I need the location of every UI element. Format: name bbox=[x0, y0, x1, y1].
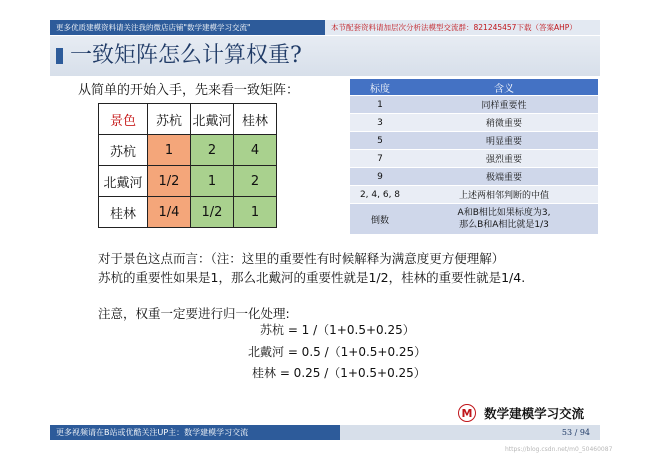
title-marker bbox=[56, 48, 63, 64]
watermark: https://blog.csdn.net/m0_50460087 bbox=[505, 446, 613, 453]
matrix-row bbox=[99, 135, 277, 166]
matrix-cell: 1/2 bbox=[148, 166, 191, 197]
scale-value: 3 bbox=[350, 114, 410, 132]
matrix-col-header: 北戴河 bbox=[191, 104, 234, 135]
matrix-col-header: 桂林 bbox=[234, 104, 277, 135]
scale-header-row bbox=[350, 79, 598, 96]
matrix-cell: 1/2 bbox=[191, 197, 234, 228]
scale-value: 1 bbox=[350, 96, 410, 114]
scale-row bbox=[350, 150, 598, 168]
matrix-row-label: 苏杭 bbox=[99, 135, 148, 166]
scale-meaning: A和B相比如果标度为3, 那么B和A相比就是1/3 bbox=[410, 204, 598, 235]
formula-line: 北戴河 = 0.5 /（1+0.5+0.25） bbox=[248, 345, 427, 359]
note-line: 注意，权重一定要进行归一化处理: bbox=[98, 306, 290, 321]
matrix-row-label: 北戴河 bbox=[99, 166, 148, 197]
intro-text: 从简单的开始入手，先来看一致矩阵： bbox=[78, 83, 300, 98]
footer-left: 更多视频请在B站或优酷关注UP主：数学建模学习交流 bbox=[50, 425, 340, 440]
matrix-cell: 1 bbox=[191, 166, 234, 197]
scale-meaning: 上述两相邻判断的中值 bbox=[410, 186, 598, 204]
page-title: 一致矩阵怎么计算权重? bbox=[70, 43, 302, 68]
scale-value: 9 bbox=[350, 168, 410, 186]
scale-meaning: 稍微重要 bbox=[410, 114, 598, 132]
scale-row bbox=[350, 132, 598, 150]
scale-header-cell: 含义 bbox=[410, 79, 598, 96]
scale-header-cell: 标度 bbox=[350, 79, 410, 96]
matrix-cell: 2 bbox=[234, 166, 277, 197]
scale-row bbox=[350, 96, 598, 114]
top-banner-left: 更多优质建模资料请关注我的微店店铺"数学建模学习交流" bbox=[50, 20, 325, 35]
matrix-cell: 2 bbox=[191, 135, 234, 166]
brand-text: 数学建模学习交流 bbox=[484, 405, 585, 421]
matrix-cell: 1/4 bbox=[148, 197, 191, 228]
brand-logo-block bbox=[458, 402, 584, 422]
matrix-cell: 1 bbox=[148, 135, 191, 166]
m-logo-icon: M bbox=[458, 404, 476, 422]
matrix-cell: 1 bbox=[234, 197, 277, 228]
scale-meaning: 同样重要性 bbox=[410, 96, 598, 114]
scale-meaning: 极端重要 bbox=[410, 168, 598, 186]
scale-row bbox=[350, 186, 598, 204]
scale-meaning: 明显重要 bbox=[410, 132, 598, 150]
scale-row bbox=[350, 114, 598, 132]
page-number: 53 / 94 bbox=[561, 428, 590, 437]
formula-line: 苏杭 = 1 /（1+0.5+0.25） bbox=[260, 323, 415, 337]
footer-right bbox=[340, 425, 600, 440]
matrix-cell: 4 bbox=[234, 135, 277, 166]
matrix-row bbox=[99, 197, 277, 228]
note-line: 苏杭的重要性如果是1，那么北戴河的重要性就是1/2，桂林的重要性就是1/4. bbox=[98, 270, 526, 285]
scale-value: 5 bbox=[350, 132, 410, 150]
scale-meaning: 强烈重要 bbox=[410, 150, 598, 168]
matrix-row-label: 桂林 bbox=[99, 197, 148, 228]
matrix-corner: 景色 bbox=[99, 104, 148, 135]
scale-table bbox=[350, 79, 598, 235]
consistency-matrix bbox=[98, 103, 277, 228]
scale-value: 2, 4, 6, 8 bbox=[350, 186, 410, 204]
matrix-col-header: 苏杭 bbox=[148, 104, 191, 135]
scale-value: 倒数 bbox=[350, 204, 410, 235]
scale-row bbox=[350, 168, 598, 186]
scale-row bbox=[350, 204, 598, 235]
scale-value: 7 bbox=[350, 150, 410, 168]
top-banner-right: 本节配套资料请加层次分析法模型交流群：821245457下载（答案AHP） bbox=[325, 20, 600, 35]
top-banner bbox=[0, 20, 650, 35]
note-line: 对于景色这点而言：（注：这里的重要性有时候解释为满意度更方便理解） bbox=[98, 251, 505, 266]
formula-line: 桂林 = 0.25 /（1+0.5+0.25） bbox=[252, 366, 426, 380]
matrix-header-row bbox=[99, 104, 277, 135]
matrix-row bbox=[99, 166, 277, 197]
